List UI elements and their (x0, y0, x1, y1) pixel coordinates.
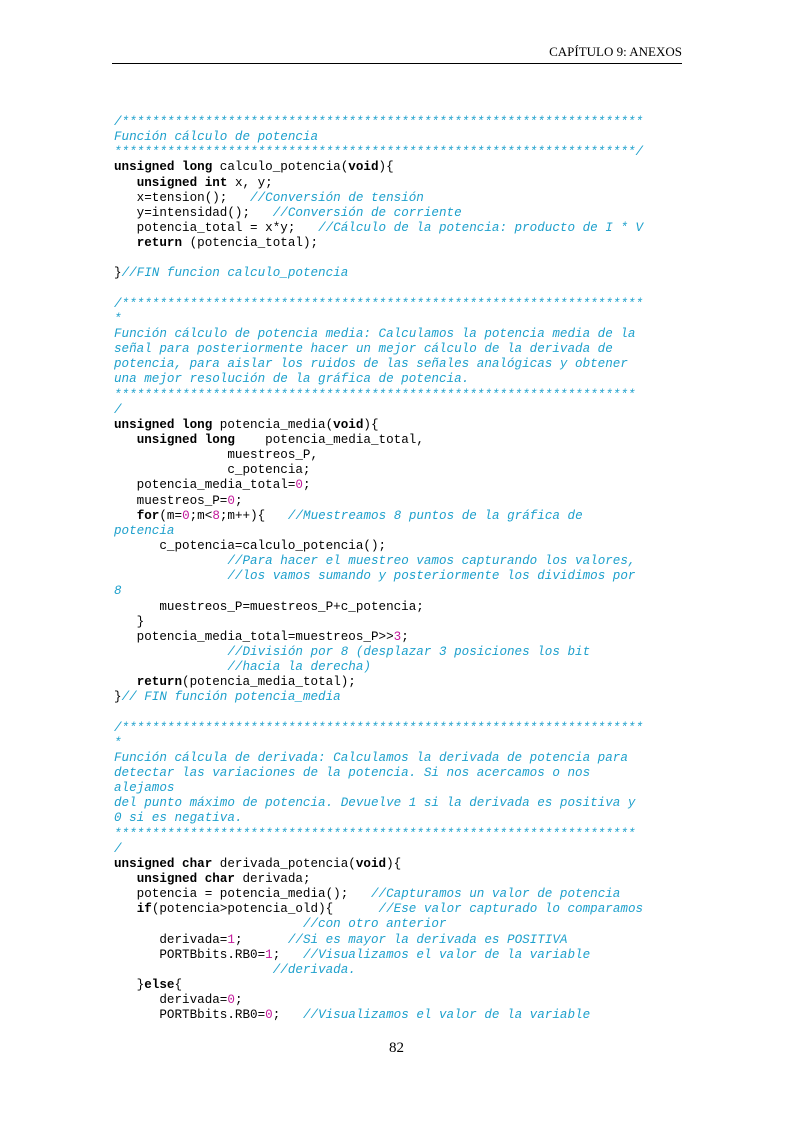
code-comment: Función cálcula de derivada: Calculamos la derivada de potencia para (114, 750, 628, 765)
code-number: 1 (227, 932, 235, 947)
code-keyword: void (333, 417, 364, 432)
code-comment: Función cálculo de potencia media: Calculamos la potencia media de la (114, 326, 636, 341)
code-comment: //Capturamos un valor de potencia (370, 887, 621, 902)
code-keyword: if (136, 902, 152, 917)
code-text: (m= (159, 508, 183, 523)
code-line (114, 130, 689, 145)
code-line (114, 312, 689, 327)
code-text: } (114, 614, 145, 629)
code-text: x=tension(); (114, 190, 251, 205)
code-keyword: unsigned long (136, 432, 235, 447)
code-comment: //Conversión de tensión (250, 190, 424, 205)
code-comment: / (114, 841, 122, 856)
code-line (114, 539, 689, 554)
code-comment: //FIN funcion calculo_potencia (121, 266, 349, 281)
code-comment: /********************************************************************* (114, 296, 644, 311)
code-text: ){ (386, 856, 402, 871)
code-line (114, 902, 689, 917)
code-text (114, 645, 227, 659)
code-text: muestreos_P=muestreos_P+c_potencia; (114, 599, 424, 614)
code-text (114, 675, 137, 689)
code-keyword: void (355, 856, 387, 871)
code-line (114, 176, 689, 191)
code-comment: * (114, 311, 122, 326)
code-number: 3 (393, 629, 402, 644)
code-keyword: else (144, 978, 175, 993)
code-text: calculo_potencia( (212, 160, 349, 175)
code-text: ; (234, 932, 288, 947)
code-text (114, 917, 303, 931)
code-line (114, 251, 689, 266)
code-line (114, 206, 689, 221)
code-text: } (114, 266, 122, 281)
code-keyword: unsigned long (114, 160, 213, 175)
code-comment: /********************************************************************* (114, 720, 644, 735)
chapter-header: CAPÍTULO 9: ANEXOS (549, 44, 682, 59)
code-text: ; (234, 493, 243, 508)
code-text: ; (272, 1008, 303, 1023)
code-line (114, 948, 689, 963)
code-line (114, 933, 689, 948)
header-rule (112, 63, 682, 64)
code-comment: //Cálculo de la potencia: producto de I * V (318, 220, 644, 235)
code-line (114, 403, 689, 418)
code-text (114, 872, 137, 886)
code-line (114, 811, 689, 826)
code-line (114, 327, 689, 342)
code-comment: //los vamos sumando y posteriormente los dividimos por (227, 569, 636, 584)
code-text (114, 569, 227, 583)
code-text: potencia_media_total= (114, 478, 296, 493)
code-text: } (114, 690, 122, 705)
code-line (114, 1008, 689, 1023)
code-line (114, 645, 689, 660)
code-line (114, 766, 689, 781)
code-text: x, y; (227, 175, 273, 190)
code-number: 0 (265, 1008, 273, 1023)
code-line (114, 615, 689, 630)
code-text: c_potencia=calculo_potencia(); (114, 538, 387, 553)
code-text: c_potencia; (114, 463, 311, 478)
code-comment: //Si es mayor la derivada es POSITIVA (287, 932, 568, 947)
code-comment: //Visualizamos el valor de la variable (302, 947, 591, 962)
code-text: ){ (378, 160, 394, 175)
code-keyword: unsigned char (114, 856, 213, 871)
code-comment: // FIN función potencia_media (121, 690, 341, 705)
code-line (114, 887, 689, 902)
code-number: 0 (227, 493, 235, 508)
code-text: ; (401, 629, 409, 644)
code-line (114, 160, 689, 175)
code-text: ; (272, 947, 303, 962)
code-line (114, 297, 689, 312)
code-text (114, 660, 227, 674)
code-line (114, 569, 689, 584)
code-comment: ********************************************************************* (114, 387, 636, 402)
code-line (114, 675, 689, 690)
code-comment: Función cálculo de potencia (114, 130, 319, 145)
page-number: 82 (389, 1040, 404, 1056)
code-text: ; (234, 993, 243, 1008)
code-line (114, 978, 689, 993)
code-text: ;m< (189, 508, 213, 523)
code-text (114, 176, 137, 190)
code-comment: potencia (114, 523, 175, 538)
code-line (114, 388, 689, 403)
code-text: (potencia_total); (182, 236, 319, 251)
code-comment: //hacia la derecha) (227, 660, 371, 675)
code-text: derivada; (234, 872, 311, 887)
code-line (114, 221, 689, 236)
code-line (114, 993, 689, 1008)
code-text: (potencia>potencia_old){ (151, 902, 379, 917)
code-line (114, 372, 689, 387)
code-line (114, 357, 689, 372)
code-line (114, 796, 689, 811)
code-comment: //Ese valor capturado lo comparamos (378, 902, 644, 917)
code-keyword: return (136, 675, 183, 690)
code-text: y=intensidad(); (114, 205, 273, 220)
code-comment: /********************************************************************* (114, 115, 644, 129)
code-text: PORTBbits.RB0= (114, 1008, 266, 1023)
code-line (114, 584, 689, 599)
code-line (114, 721, 689, 736)
code-text: potencia_media_total, (234, 432, 424, 447)
code-keyword: unsigned long (114, 417, 213, 432)
code-line (114, 660, 689, 675)
code-text (114, 963, 273, 977)
code-comment: //derivada. (272, 962, 356, 977)
code-line (114, 600, 689, 615)
code-line (114, 842, 689, 857)
code-line (114, 433, 689, 448)
code-comment: alejamos (114, 781, 175, 796)
code-comment: 8 (114, 584, 122, 599)
code-line (114, 827, 689, 842)
code-comment: * (114, 735, 122, 750)
code-line (114, 236, 689, 251)
code-line (114, 736, 689, 751)
code-line (114, 630, 689, 645)
code-text: } (114, 978, 145, 993)
code-line (114, 463, 689, 478)
code-text (114, 509, 137, 523)
code-text: muestreos_P= (114, 493, 228, 508)
code-comment: señal para posteriormente hacer un mejor cálculo de la derivada de (114, 342, 613, 357)
code-line (114, 115, 689, 130)
code-line (114, 191, 689, 206)
code-text (114, 433, 137, 447)
code-comment: //Conversión de corriente (272, 205, 462, 220)
code-keyword: unsigned int (136, 175, 228, 190)
code-line (114, 509, 689, 524)
code-text: muestreos_P, (114, 448, 319, 463)
code-line (114, 494, 689, 509)
code-line (114, 145, 689, 160)
code-line (114, 751, 689, 766)
code-text: potencia_media_total=muestreos_P>> (114, 629, 394, 644)
code-text: ){ (363, 417, 379, 432)
code-line (114, 524, 689, 539)
code-line (114, 705, 689, 720)
code-comment: //División por 8 (desplazar 3 posiciones los bit (227, 644, 591, 659)
code-text: derivada= (114, 932, 228, 947)
code-comment: detectar las variaciones de la potencia. Si nos acercamos o nos (114, 766, 591, 781)
code-line (114, 478, 689, 493)
code-comment: 0 si es negativa. (114, 811, 243, 826)
code-line (114, 963, 689, 978)
code-line (114, 917, 689, 932)
code-line (114, 282, 689, 297)
code-text (114, 554, 227, 568)
code-line (114, 554, 689, 569)
code-line (114, 418, 689, 433)
code-comment: del punto máximo de potencia. Devuelve 1 si la derivada es positiva y (114, 796, 636, 811)
code-keyword: void (348, 160, 379, 175)
code-text: (potencia_media_total); (182, 675, 356, 690)
code-comment: //Visualizamos el valor de la variable (302, 1008, 591, 1023)
code-line (114, 690, 689, 705)
code-number: 0 (182, 508, 190, 523)
code-keyword: unsigned char (136, 872, 235, 887)
code-text: { (174, 978, 183, 993)
code-number: 0 (227, 993, 235, 1008)
code-comment: //Para hacer el muestreo vamos capturando los valores, (227, 554, 636, 569)
code-listing (114, 115, 689, 1023)
code-keyword: for (136, 508, 160, 523)
code-comment: ********************************************************************* (114, 826, 636, 841)
code-text (114, 236, 137, 250)
code-comment: una mejor resolución de la gráfica de potencia. (114, 372, 470, 387)
code-text: PORTBbits.RB0= (114, 947, 266, 962)
code-line (114, 448, 689, 463)
code-number: 1 (265, 947, 273, 962)
code-line (114, 872, 689, 887)
code-text: ;m++){ (219, 508, 288, 523)
code-line (114, 342, 689, 357)
code-line (114, 857, 689, 872)
code-text: potencia_total = x*y; (114, 220, 319, 235)
code-line (114, 781, 689, 796)
code-line (114, 266, 689, 281)
code-text: potencia_media( (212, 417, 334, 432)
code-text: ; (302, 478, 311, 493)
code-text: derivada= (114, 993, 228, 1008)
code-text (114, 902, 137, 916)
code-keyword: return (136, 236, 183, 251)
code-comment: //con otro anterior (302, 917, 447, 932)
code-number: 8 (212, 508, 220, 523)
code-comment: //Muestreamos 8 puntos de la gráfica de (287, 508, 583, 523)
code-number: 0 (295, 478, 303, 493)
code-comment: potencia, para aislar los ruidos de las señales analógicas y obtener (114, 357, 628, 372)
code-comment: / (114, 402, 122, 417)
code-text: potencia = potencia_media(); (114, 887, 371, 902)
code-comment: *********************************************************************/ (114, 145, 644, 160)
code-text: derivada_potencia( (212, 856, 356, 871)
